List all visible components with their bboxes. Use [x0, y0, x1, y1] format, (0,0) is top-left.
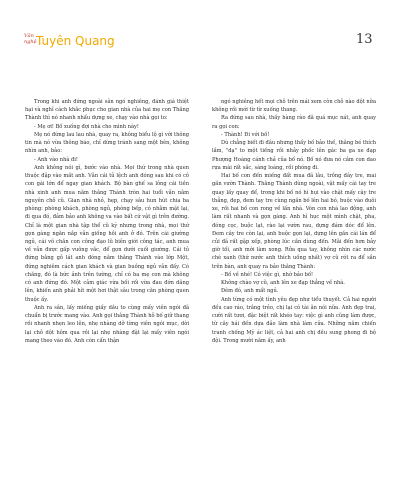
paragraph: - Bố về nhé! Có việc gì, nhờ bảo bố! — [221, 271, 314, 278]
masthead-small-top: Văn — [24, 33, 34, 39]
paragraph: Hai bố con đến miếng đất mua đã lâu, trồng đây tre, mai gần vườn Thành. Thằng Thành dùng ngoài, vật mấy cái tay tre quay lấy quay để, trong khi bố nó hì hụi vào chặt mấy cây tre thẳng, đẹp, đem tay tre cùng ngắn bó lên hai bó, buộc vào đuôi xe, rồi hai bố con rong về lấn nhà. Vòn con nhà lao động, anh làm rất nhanh và gọn gàng. Anh hì hục một mình chặt, pha, đóng cọc, buộc lạt, rào lại vườn rau, dựng đám dóc đổ lên. Đem cây tre còn lại, anh buộc gọn lại, dựng lên gần cái lán để củi đã rất gặp xếp, phòng lúc cần dùng đến. Mãi đến hơn bảy giờ tối, anh mới làm xong. Rửa qua tay, không nhìn các nước chè xanh (thứ nước anh thích uống nhất) vợ cũ rót ra để sẵn trên bàn, anh quay ra bảo thằng Thành: — [212, 173, 376, 270]
paragraph: - Anh vào nhà đi! — [34, 156, 78, 163]
paragraph: - Thành! Đi với bố! — [221, 131, 270, 138]
page-number: 13 — [356, 32, 373, 47]
paragraph: Anh không nói gì, bước vào nhà. Mọi thứ trong nhà quen thuộc đập vào mắt anh. Vẫn cái tủ lệch anh đóng sau khi có cô con gái lớn để ngay gian khách. Bộ bàn ghế sa lông cái tiền nhà xinh anh mua năm thằng Thành tròn hai tuổi vẫn nằm nguyên chỗ cũ. Gian nhà nhỏ, hẹp, chạy sâu hun hút chia ba phòng: phòng khách, phòng ngủ, phòng bếp, có nhằm mặt lại, đi qua đó, đảm bảo anh không va vào bất cứ vật gì trên đường. Chỉ là một gian nhà tập thể cũ kỹ nhưng trong nhà, mọi thứ gọn gàng ngăn nắp vẫn giống hồi anh ở đó. Trên cái giường ngủ, cái võ chăn con công đạo lũ biên giới công tác, anh mua về vẫn được gấp vuông vắc, để gọn dưới cuối giường. Cái tủ đứng bằng gỗ lát anh đóng năm thằng Thành vào lớp Một, đứng nghiêm cách gian khách và gian buồng ngủ vẫn đấy. Có chăng, đó là bức ảnh trên tường, chỉ có ba mẹ con mà không có anh đứng đó. Một cảm giác vừa bối rối vừa đau đớn dâng lên, khiến anh phải hít một hơi thật sâu trong căn phòng quen thuộc ấy. — [25, 164, 189, 303]
right-column — [212, 98, 376, 345]
paragraph: Ra đứng sau nhà, thấy hàng rào đã quá mục nát, anh quay ra gọi con: — [212, 115, 376, 130]
paragraph: Đêm đó, anh mất ngủ. — [221, 288, 279, 295]
left-column — [25, 98, 189, 345]
paragraph: Anh từng có một tình yêu đẹp như tiểu thuyết. Cả hai người đều cao ráo, trắng trẻo, chị lại có tài ăn nói nữa. Anh đẹp trai, cười rất tươi, đặc biệt rất khéo tay: việc gì anh cũng làm được, từ cây hái đến dựa đảo làm nhà làm cửa. Những năm chiến tranh chống Mỹ ác liệt, cả hai anh chị đều sung phong đi bộ đội. Trong mười năm ấy, anh — [212, 296, 376, 344]
paragraph: Trong khi anh đứng ngoài sân ngó nghiêng, đánh giá thiệt hại và nghĩ cách khắc phục cho gian nhà của hai mẹ con Thắng Thành thì nó nhanh nhẩu dựng xe, chạy vào nhà gọi to: — [25, 99, 189, 122]
masthead-title: Tuyên Quang — [36, 34, 115, 48]
paragraph: Dù chẳng biết đi đâu nhưng thấy bố bảo thế, thằng bé thích lắm, "dạ" to một tiếng rồi nhảy phốc lên gác ba ga xe đạp Phượng Hoàng cánh chả của bố nó. Bố nó đưa nó cắm con dao rựa mài rất sắc, sáng loáng, rồi phóng đi. — [212, 140, 376, 171]
paragraph: Anh ra sân, lấy miếng giấy dầu to cùng mấy viên ngói đã chuẩn bị trước mang vào. Anh gọi thằng Thành hỗ bố giữ thang rồi nhanh nhẹn leo lên, nhẹ nhàng dỡ từng viên ngói mục, dời lại chỗ dột hôm qua rồi lại nhẹ nhàng đặt lại mấy viên ngói mang theo vào đó. Anh còn cẩn thận — [25, 304, 189, 344]
paragraph: Không chào vợ cũ, anh lên xe đạp thẳng về nhà. — [221, 280, 345, 287]
masthead-small-bottom: nghệ — [24, 39, 37, 45]
paragraph: Mẹ nó đứng lau lau nhà, quay ra, không biểu lộ gì với thông tin mà nó vừa thông báo, chỉ dừng tránh sang một bên, không nhìn anh, bảo: — [25, 131, 189, 155]
masthead — [24, 34, 144, 50]
paragraph: ngó nghiêng hết mọi chỗ trên mái xem còn chỗ nào dột nữa không rồi mới từ từ xuống thang. — [212, 99, 376, 114]
paragraph: - Mẹ ơi! Bố xuống đợi nhà cho mình này! — [34, 123, 139, 130]
